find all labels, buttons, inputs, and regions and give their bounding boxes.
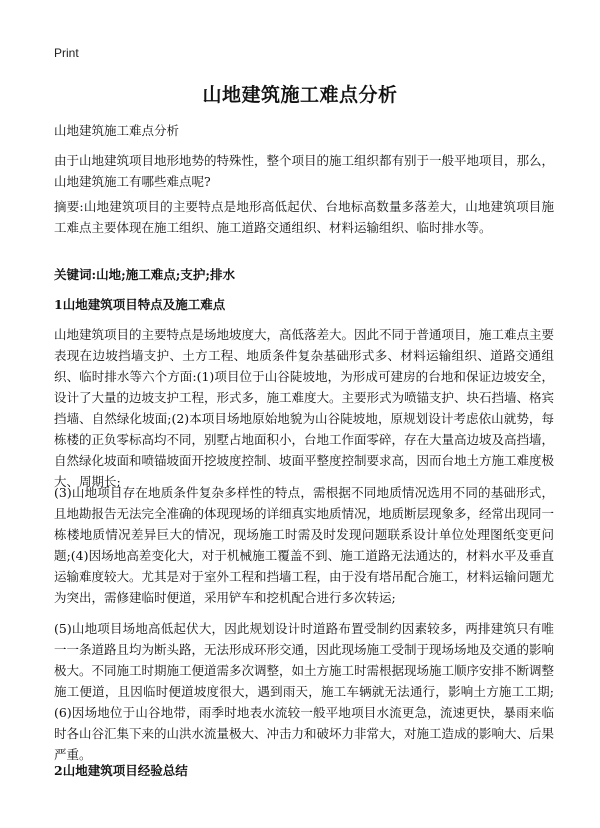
document-subtitle: 山地建筑施工难点分析 — [54, 123, 180, 138]
abstract-paragraph: 摘要:山地建筑项目的主要特点是地形高低起伏、台地标高数量多落差大，山地建筑项目施工难点主要体现在施工组织、施工道路交通组织、材料运输组织、临时排水等。 — [54, 199, 554, 235]
body-paragraph-3: (5)山地项目场地高低起伏大，因此规划设计时道路布置受制约因素较多，两排建筑只有唯一一条道路且均为断头路，无法形成环形交通，因此现场施工受制于现场场地及交通的影响极大。不同施工时期施工便道需多次调整，如土方施工时需根据现场施工顺序安排不断调整施工便道，且因临时便道坡度很大，遇到雨天，施工车辆就无法通行，影响土方施工工期;(6)因场地位于山谷地带，雨季时地表水流较一般平地项目水流更急，流速更快，暴雨来临时各山谷汇集下来的山洪水流量极大、冲击力和破坏力非常大，对施工造成的影响大、后果严重。 — [54, 621, 555, 762]
page-title: 山地建筑施工难点分析 — [202, 84, 398, 106]
intro-paragraph: 由于山地建筑项目地形地势的特殊性，整个项目的施工组织都有别于一般平地项目，那么，山地建筑施工有哪些难点呢? — [54, 153, 555, 189]
section-2-heading: 2山地建筑项目经验总结 — [54, 763, 188, 778]
keywords-line: 关键词:山地;施工难点;支护;排水 — [54, 267, 235, 282]
body-paragraph-1: 山地建筑项目的主要特点是场地坡度大，高低落差大。因此不同于普通项目，施工难点主要表现在边坡挡墙支护、土方工程、地质条件复杂基础形式多、材料运输组织、道路交通组织、临时排水等六个方面:(1)项目位于山谷陡坡地，为形成可建房的台地和保证边坡安全，设计了大量的边坡支护工程，形式多，施工难度大。主要形式为喷锚支护、块石挡墙、格宾挡墙、自然绿化坡面;(2)本项目场地原始地貌为山谷陡坡地，原规划设计考虑依山就势，每栋楼的正负零标高均不同，别墅占地面积小，台地工作面零碎，存在大量高边坡及高挡墙，自然绿化坡面和喷锚坡面开挖坡度控制、坡面平整度控制要求高，因而台地土方施工难度极大、周期长; — [54, 327, 555, 489]
body-paragraph-2: (3)山地项目存在地质条件复杂多样性的特点，需根据不同地质情况选用不同的基础形式，且地勘报告无法完全准确的体现现场的详细真实地质情况，地质断层现象多，经常出现同一栋楼地质情况差异巨大的情况，现场施工时需及时发现问题联系设计单位处理图纸变更问题;(4)因场地高差变化大，对于机械施工覆盖不到、施工道路无法通达的，材料水平及垂直运输难度较大。尤其是对于室外工程和挡墙工程，由于没有塔吊配合施工，材料运输问题尤为突出，需修建临时便道，采用铲车和挖机配合进行多次转运; — [54, 485, 555, 605]
print-label[interactable]: Print — [54, 46, 79, 60]
section-1-heading: 1山地建筑项目特点及施工难点 — [54, 297, 226, 312]
